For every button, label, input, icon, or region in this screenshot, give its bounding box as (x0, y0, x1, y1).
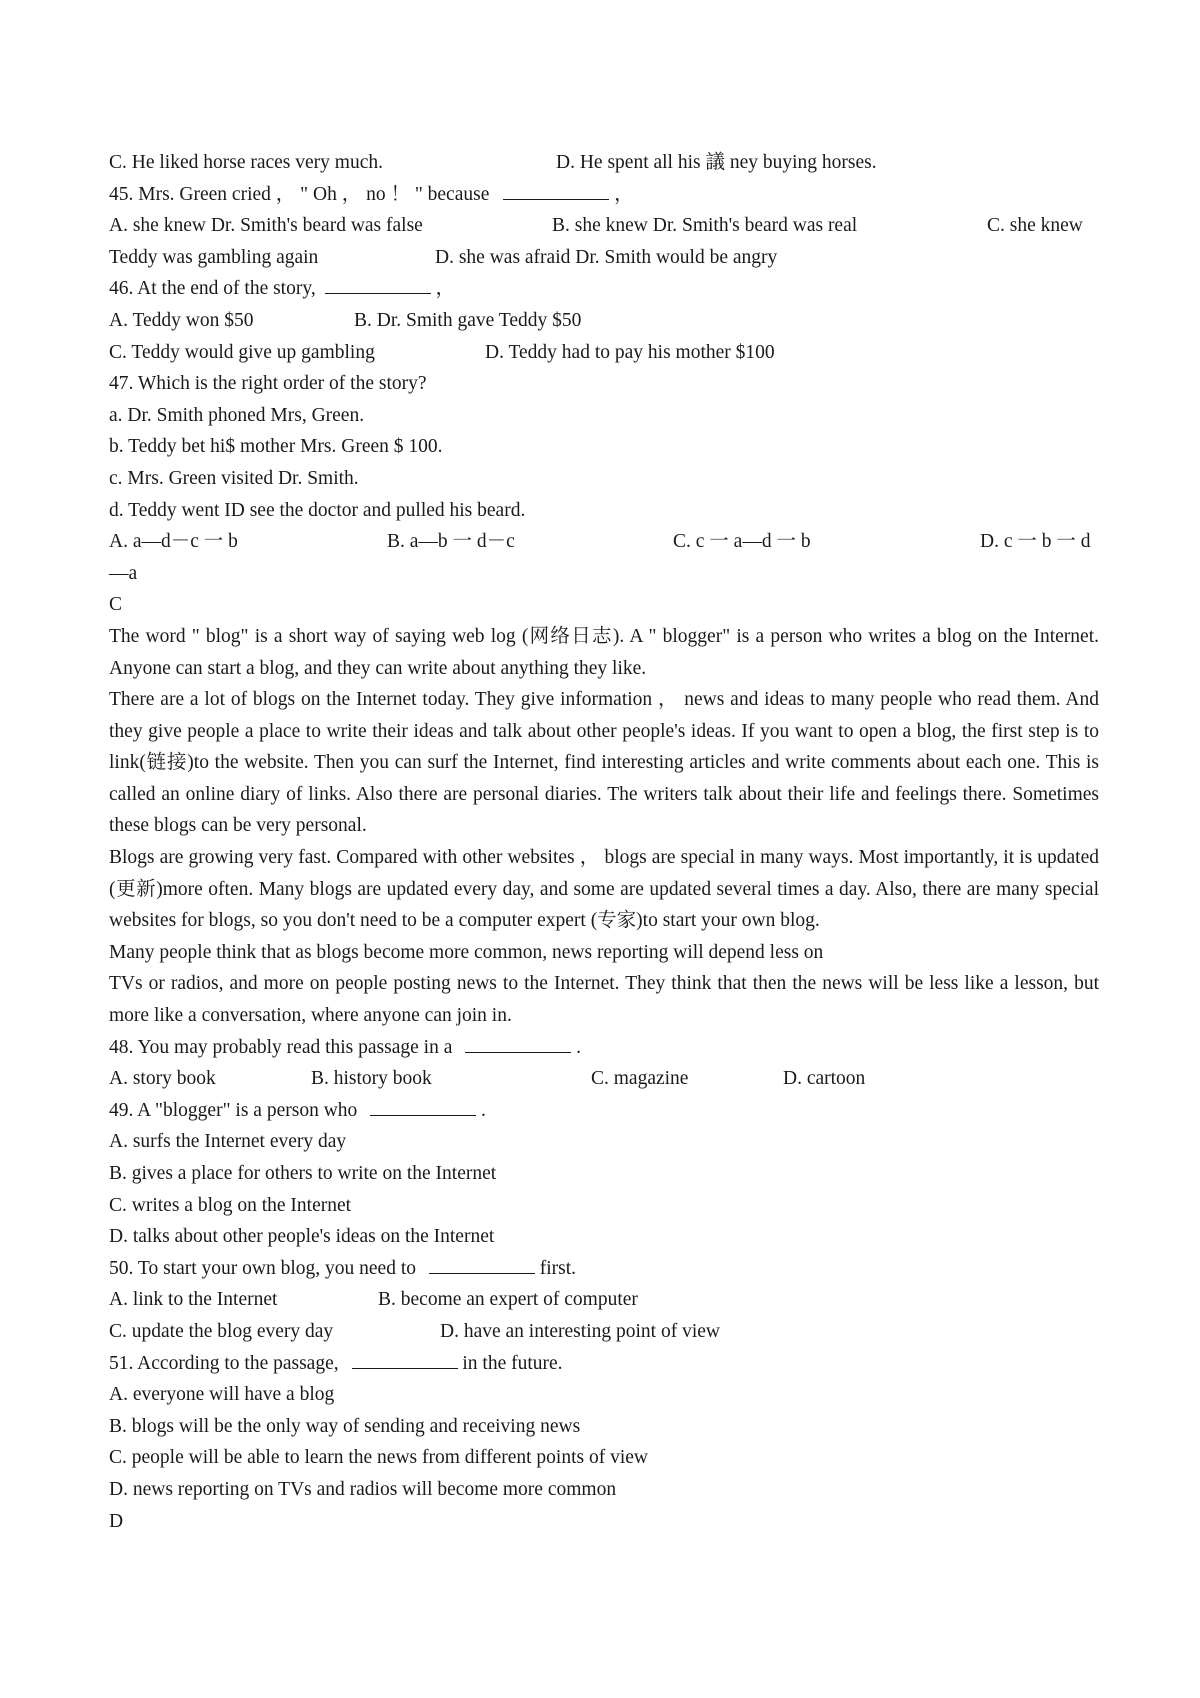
q47-item-c: c. Mrs. Green visited Dr. Smith. (109, 467, 359, 489)
q46-stem-end: ， (430, 278, 455, 300)
q45-option-c-start: C. she knew (987, 215, 1083, 237)
q45-stem-end: ， (609, 183, 634, 205)
q47-option-c: C. c 一 a—d 一 b (673, 531, 811, 553)
q47-option-d-end: —a (109, 562, 138, 584)
q45-option-a: A. she knew Dr. Smith's beard was false (109, 215, 423, 237)
q49-option-d: D. talks about other people's ideas on the Internet (109, 1226, 495, 1248)
q50-option-a: A. link to the Internet (109, 1289, 278, 1311)
q48-stem (109, 1032, 1099, 1064)
q47-stem: 47. Which is the right order of the story? (109, 373, 427, 395)
q48-option-d: D. cartoon (783, 1068, 866, 1090)
q50-option-b: B. become an expert of computer (378, 1289, 638, 1311)
q47-options (109, 526, 1099, 558)
q50-option-d: D. have an interesting point of view (440, 1320, 720, 1342)
q45-option-c-end: Teddy was gambling again (109, 246, 319, 268)
q49-stem-text: 49. A "blogger" is a person who (109, 1099, 358, 1121)
q44-option-d: D. He spent all his 議 ney buying horses. (556, 152, 877, 173)
q48-stem-end: . (571, 1036, 581, 1058)
q50-stem-end: first. (534, 1257, 577, 1279)
q49-option-c: C. writes a blog on the Internet (109, 1194, 352, 1216)
q50-stem-text: 50. To start your own blog, you need to (109, 1257, 416, 1279)
q45-option-d: D. she was afraid Dr. Smith would be angry (435, 246, 778, 268)
q46-option-c: C. Teddy would give up gambling (109, 341, 375, 363)
q48-option-c: C. magazine (591, 1068, 689, 1090)
q49-stem (109, 1095, 1099, 1127)
q50-options-ab (109, 1284, 1099, 1316)
q50-stem (109, 1253, 1099, 1285)
q47-option-b: B. a—b 一 d－c (387, 531, 515, 553)
q49-answer-blank (370, 1095, 476, 1116)
q48-options (109, 1063, 1099, 1095)
q48-stem-text: 48. You may probably read this passage in a (109, 1036, 453, 1058)
q45-options-abc (109, 210, 1099, 242)
q49-option-a: A. surfs the Internet every day (109, 1131, 347, 1153)
q48-answer-blank (465, 1032, 571, 1053)
q47-item-a: a. Dr. Smith phoned Mrs, Green. (109, 404, 365, 426)
q51-stem-end: in the future. (457, 1352, 563, 1374)
passage-paragraph-4-line-1: Many people think that as blogs become more common, news reporting will depend less on (109, 941, 824, 963)
q45-answer-blank (503, 179, 609, 200)
q51-stem (109, 1348, 1099, 1380)
q47-item-b: b. Teddy bet hi$ mother Mrs. Green $ 100. (109, 436, 443, 458)
q49-stem-end: . (476, 1099, 486, 1121)
q47-item-d: d. Teddy went ID see the doctor and pulled his beard. (109, 499, 526, 521)
q46-option-a: A. Teddy won $50 (109, 309, 254, 331)
q46-options-ab (109, 305, 1099, 337)
q46-stem (109, 273, 1099, 305)
q51-stem-text: 51. According to the passage, (109, 1352, 339, 1374)
q45-options-cd (109, 242, 1099, 274)
passage-paragraph-2: There are a lot of blogs on the Internet today. They give information ， news and ideas to many people who read them. And they give people a place to write their ideas and talk about other people's ideas. If you want to open a blog, the first step is to link(链接)to the website. Then you can surf the Internet, find interesting articles and write comments about each one. This is called an online diary of links. Also there are personal diaries. The writers talk about their life and feelings there. Sometimes these blogs can be very personal. (109, 689, 1099, 837)
q47-option-a: A. a—d－c 一 b (109, 531, 238, 553)
q47-option-d-start: D. c 一 b 一 d (980, 531, 1091, 553)
q49-option-b: B. gives a place for others to write on the Internet (109, 1163, 497, 1184)
q50-option-c: C. update the blog every day (109, 1320, 334, 1342)
q44-options-cd (109, 147, 1099, 179)
q45-stem (109, 179, 1099, 211)
exam-page (109, 147, 1099, 1537)
q46-answer-blank (325, 273, 431, 294)
q51-option-b: B. blogs will be the only way of sending and receiving news (109, 1415, 581, 1437)
q46-options-cd (109, 337, 1099, 369)
q45-stem-text: 45. Mrs. Green cried ， " Oh ， no ！ " because (109, 183, 490, 205)
q51-answer-blank (352, 1348, 458, 1369)
q51-option-a: A. everyone will have a blog (109, 1384, 335, 1406)
q51-option-c: C. people will be able to learn the news from different points of view (109, 1447, 648, 1469)
q50-answer-blank (429, 1253, 535, 1274)
passage-paragraph-3: Blogs are growing very fast. Compared with other websites ， blogs are special in many ways. Most importantly, it is updated (更新)more often. Many blogs are updated every day, and some are updated several times a day. Also, there are many special websites for blogs, so you don't need to be a computer expert (专家)to start your own blog. (109, 847, 1099, 932)
q46-stem-text: 46. At the end of the story, (109, 278, 316, 300)
q48-option-b: B. history book (311, 1068, 432, 1090)
q48-option-a: A. story book (109, 1068, 216, 1090)
q44-option-c: C. He liked horse races very much. (109, 152, 383, 173)
section-c-heading: C (109, 594, 123, 616)
passage-paragraph-4-rest: TVs or radios, and more on people posting news to the Internet. They think that then the news will be less like a lesson, but more like a conversation, where anyone can join in. (109, 973, 1099, 1027)
q45-option-b: B. she knew Dr. Smith's beard was real (552, 215, 858, 237)
q46-option-d: D. Teddy had to pay his mother $100 (485, 341, 775, 363)
q50-options-cd (109, 1316, 1099, 1348)
section-d-heading: D (109, 1510, 124, 1532)
q46-option-b: B. Dr. Smith gave Teddy $50 (354, 309, 582, 331)
passage-paragraph-1: The word " blog" is a short way of saying web log (网络日志). A " blogger" is a person who writes a blog on the Internet. Anyone can start a blog, and they can write about anything they like. (109, 625, 1099, 679)
q51-option-d: D. news reporting on TVs and radios will become more common (109, 1478, 617, 1500)
